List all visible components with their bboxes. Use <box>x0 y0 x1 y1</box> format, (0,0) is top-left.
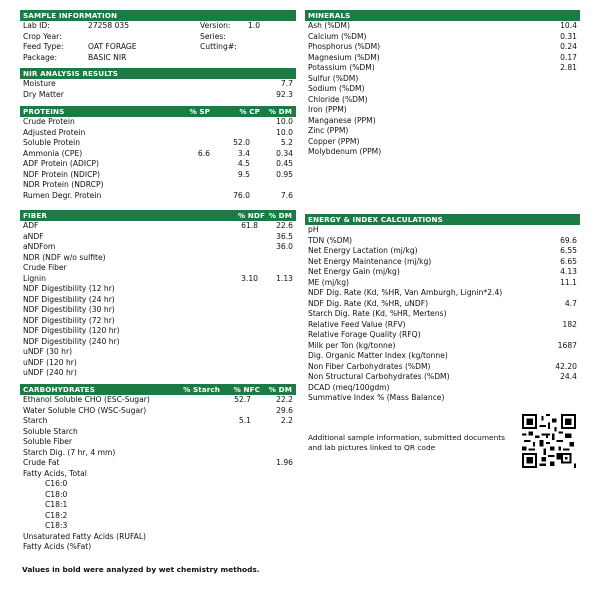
energy-value-v: 6.55 <box>560 246 577 255</box>
mineral-row <box>305 53 580 64</box>
carb-row <box>20 406 296 417</box>
col-dm: % DM <box>268 211 292 220</box>
package-label: Package: <box>23 52 58 62</box>
mineral-row <box>305 32 580 43</box>
version-value: 1.0 <box>248 21 261 30</box>
fiber-header <box>20 210 296 221</box>
fiber-label: Crude Fiber <box>23 263 67 272</box>
protein-label: Adjusted Protein <box>23 127 86 137</box>
fiber-value-c1: 3.10 <box>241 273 258 283</box>
energy-row <box>305 299 580 310</box>
carb-row <box>20 416 296 427</box>
mineral-label: Magnesium (%DM) <box>308 52 380 62</box>
protein-value-c3: 7.6 <box>280 190 293 200</box>
mineral-label: Iron (PPM) <box>308 105 347 114</box>
proteins-title: PROTEINS <box>23 107 65 116</box>
mineral-label: Chloride (%DM) <box>308 94 368 104</box>
energy-value-v: 42.20 <box>555 361 577 371</box>
lab-id-value: 27258 035 <box>88 21 130 30</box>
feed-type-row <box>20 42 296 53</box>
carb-label: Starch <box>23 416 48 425</box>
energy-label: pH <box>308 225 319 234</box>
protein-label: Crude Protein <box>23 117 75 126</box>
carb-row <box>20 395 296 406</box>
fiber-row <box>20 347 296 358</box>
energy-label: Dig. Organic Matter Index (kg/tonne) <box>308 351 448 360</box>
fiber-row <box>20 305 296 316</box>
mineral-row <box>305 74 580 85</box>
protein-label: NDR Protein (NDRCP) <box>23 180 104 189</box>
nir-value-v: 92.3 <box>276 89 293 99</box>
proteins-section <box>20 106 296 201</box>
energy-row <box>305 341 580 352</box>
carb-rows <box>20 395 296 553</box>
mineral-label: Potassium (%DM) <box>308 63 375 72</box>
col-cp: % CP <box>239 107 260 116</box>
energy-label: Non Fiber Carbohydrates (%DM) <box>308 361 431 371</box>
col-nfc: % NFC <box>233 385 260 394</box>
feed-type-value: OAT FORAGE <box>88 42 137 51</box>
energy-row <box>305 267 580 278</box>
energy-row <box>305 383 580 394</box>
fiber-row <box>20 284 296 295</box>
col-dm: % DM <box>268 385 292 394</box>
protein-value-c1: 6.6 <box>197 148 210 158</box>
mineral-row <box>305 21 580 32</box>
fiber-value-c2: 36.0 <box>276 242 293 251</box>
carb-row <box>20 479 296 490</box>
lab-id-row <box>20 21 296 32</box>
mineral-value-v: 2.81 <box>560 63 577 72</box>
version-label: Version: <box>200 21 231 30</box>
fiber-section <box>20 210 296 379</box>
mineral-label: Sulfur (%DM) <box>308 73 359 83</box>
mineral-label: Calcium (%DM) <box>308 31 367 41</box>
fiber-row <box>20 337 296 348</box>
energy-row <box>305 278 580 289</box>
energy-label: Net Energy Gain (mj/kg) <box>308 267 400 276</box>
energy-row <box>305 236 580 247</box>
energy-row <box>305 225 580 236</box>
nir-row <box>20 90 296 101</box>
fiber-title: FIBER <box>23 211 48 220</box>
protein-label: NDF Protein (NDICP) <box>23 169 100 179</box>
protein-value-c3: 10.0 <box>276 127 293 137</box>
fiber-label: Lignin <box>23 273 46 283</box>
nir-value-v: 7.7 <box>280 79 293 88</box>
protein-label: Rumen Degr. Protein <box>23 190 102 200</box>
minerals-section <box>305 10 580 158</box>
mineral-value-v: 0.31 <box>560 31 577 41</box>
mineral-row <box>305 42 580 53</box>
carb-row <box>20 542 296 553</box>
energy-label: Net Energy Maintenance (mj/kg) <box>308 256 432 266</box>
protein-row <box>20 159 296 170</box>
mineral-label: Molybdenum (PPM) <box>308 147 382 156</box>
nir-label: Dry Matter <box>23 89 64 99</box>
energy-label: DCAD (meq/100gdm) <box>308 382 390 392</box>
energy-value-v: 6.65 <box>560 256 577 266</box>
qr-code-icon[interactable] <box>522 414 576 468</box>
crop-year-label: Crop Year: <box>23 31 62 41</box>
package-row <box>20 53 296 64</box>
carb-row <box>20 521 296 532</box>
fiber-row <box>20 263 296 274</box>
carb-value-c3: 29.6 <box>276 405 293 415</box>
mineral-rows <box>305 21 580 158</box>
energy-value-v: 11.1 <box>560 277 577 287</box>
protein-value-c2: 76.0 <box>233 190 250 200</box>
mineral-value-v: 10.4 <box>560 21 577 30</box>
protein-value-c3: 5.2 <box>280 138 293 147</box>
protein-value-c3: 0.34 <box>276 148 293 158</box>
fiber-value-c1: 61.8 <box>241 221 258 230</box>
mineral-label: Manganese (PPM) <box>308 115 376 125</box>
carb-label: Soluble Starch <box>23 426 78 436</box>
carb-label: Fatty Acids (%Fat) <box>23 542 92 551</box>
energy-row <box>305 330 580 341</box>
energy-label: ME (mj/kg) <box>308 277 349 287</box>
mineral-row <box>305 116 580 127</box>
fiber-label: NDF Digestibility (30 hr) <box>23 305 115 314</box>
energy-value-v: 4.13 <box>560 267 577 276</box>
fiber-row <box>20 368 296 379</box>
nir-section <box>20 68 296 100</box>
fiber-row <box>20 253 296 264</box>
energy-rows <box>305 225 580 404</box>
protein-row <box>20 180 296 191</box>
nir-row <box>20 79 296 90</box>
carb-label: C16:0 <box>45 479 68 488</box>
mineral-row <box>305 147 580 158</box>
carb-row <box>20 427 296 438</box>
qr-note: Additional sample information, submitted documents and lab pictures linked to QR code <box>308 433 506 452</box>
mineral-value-v: 0.17 <box>560 52 577 62</box>
fiber-label: aNDFom <box>23 242 56 251</box>
energy-label: TDN (%DM) <box>308 235 353 245</box>
fiber-label: aNDF <box>23 231 44 241</box>
proteins-header <box>20 106 296 117</box>
fiber-label: NDF Digestibility (120 hr) <box>23 326 120 335</box>
energy-row <box>305 351 580 362</box>
fiber-rows <box>20 221 296 379</box>
carb-value-c2: 5.1 <box>238 416 251 425</box>
fiber-row <box>20 326 296 337</box>
fiber-label: NDF Digestibility (72 hr) <box>23 315 115 325</box>
mineral-row <box>305 95 580 106</box>
carb-row <box>20 458 296 469</box>
energy-value-v: 24.4 <box>560 372 577 381</box>
protein-row <box>20 149 296 160</box>
fiber-row <box>20 221 296 232</box>
carb-row <box>20 469 296 480</box>
carbs-title: CARBOHYDRATES <box>23 385 95 394</box>
sample-info-section <box>20 10 296 63</box>
carbs-section <box>20 384 296 553</box>
energy-row <box>305 362 580 373</box>
energy-label: NDF Dig. Rate (Kd, %HR, Van Amburgh, Lignin*2.4) <box>308 288 503 297</box>
fiber-row <box>20 274 296 285</box>
energy-label: Relative Feed Value (RFV) <box>308 319 406 329</box>
fiber-label: uNDF (30 hr) <box>23 347 73 356</box>
protein-value-c2: 3.4 <box>237 148 250 158</box>
lab-id-label: Lab ID: <box>23 21 50 30</box>
energy-value-v: 69.6 <box>560 235 577 245</box>
mineral-label: Sodium (%DM) <box>308 84 365 93</box>
fiber-label: NDR (NDF w/o sulfite) <box>23 252 106 262</box>
protein-value-c2: 4.5 <box>237 159 250 168</box>
protein-value-c3: 0.95 <box>276 169 293 179</box>
protein-row <box>20 170 296 181</box>
energy-value-v: 182 <box>562 319 577 329</box>
carb-label: Soluble Fiber <box>23 437 72 446</box>
mineral-row <box>305 105 580 116</box>
mineral-row <box>305 137 580 148</box>
mineral-row <box>305 63 580 74</box>
fiber-label: NDF Digestibility (240 hr) <box>23 336 120 346</box>
carb-label: C18:3 <box>45 521 68 530</box>
fiber-label: uNDF (120 hr) <box>23 357 77 367</box>
fiber-label: ADF <box>23 221 39 230</box>
fiber-label: uNDF (240 hr) <box>23 368 77 377</box>
carb-label: Unsaturated Fatty Acids (RUFAL) <box>23 531 147 541</box>
fiber-value-c2: 22.6 <box>276 221 293 230</box>
mineral-label: Copper (PPM) <box>308 136 360 146</box>
fiber-label: NDF Digestibility (24 hr) <box>23 294 115 304</box>
energy-value-v: 4.7 <box>564 298 577 308</box>
mineral-row <box>305 126 580 137</box>
energy-row <box>305 393 580 404</box>
energy-row <box>305 246 580 257</box>
sample-info-header: SAMPLE INFORMATION <box>20 10 296 21</box>
energy-label: Milk per Ton (kg/tonne) <box>308 340 396 350</box>
fiber-row <box>20 316 296 327</box>
protein-value-c3: 0.45 <box>276 159 293 168</box>
fiber-row <box>20 358 296 369</box>
fiber-value-c2: 36.5 <box>276 231 293 241</box>
carb-value-c3: 1.96 <box>276 458 293 467</box>
mineral-label: Zinc (PPM) <box>308 126 349 135</box>
carb-row <box>20 511 296 522</box>
carb-label: C18:2 <box>45 510 68 520</box>
col-sp: % SP <box>189 107 210 116</box>
energy-label: Relative Forage Quality (RFQ) <box>308 330 421 339</box>
fiber-row <box>20 295 296 306</box>
carb-row <box>20 500 296 511</box>
carb-label: C18:0 <box>45 489 68 499</box>
series-label: Series: <box>200 31 226 41</box>
protein-value-c3: 10.0 <box>276 117 293 126</box>
energy-label: Summative Index % (Mass Balance) <box>308 393 445 402</box>
carb-value-c3: 2.2 <box>280 416 293 425</box>
energy-row <box>305 257 580 268</box>
carbs-header <box>20 384 296 395</box>
mineral-value-v: 0.24 <box>560 42 577 51</box>
nir-label: Moisture <box>23 79 56 88</box>
carb-value-c2: 52.7 <box>234 395 251 404</box>
carb-row <box>20 532 296 543</box>
crop-year-row <box>20 32 296 43</box>
protein-rows <box>20 117 296 201</box>
protein-row <box>20 191 296 202</box>
cutting-label: Cutting#: <box>200 42 237 51</box>
energy-row <box>305 288 580 299</box>
carb-row <box>20 448 296 459</box>
protein-row <box>20 138 296 149</box>
carb-label: Starch Dig. (7 hr, 4 mm) <box>23 447 116 457</box>
energy-row <box>305 372 580 383</box>
carb-label: Ethanol Soluble CHO (ESC-Sugar) <box>23 395 150 404</box>
energy-row <box>305 309 580 320</box>
energy-header: ENERGY & INDEX CALCULATIONS <box>305 214 580 225</box>
mineral-label: Ash (%DM) <box>308 21 350 30</box>
feed-type-label: Feed Type: <box>23 42 64 51</box>
fiber-row <box>20 242 296 253</box>
protein-value-c2: 9.5 <box>237 169 250 179</box>
energy-label: NDF Dig. Rate (Kd, %HR, uNDF) <box>308 298 429 308</box>
carb-value-c3: 22.2 <box>276 395 293 404</box>
fiber-label: NDF Digestibility (12 hr) <box>23 284 115 293</box>
nir-header: NIR ANALYSIS RESULTS <box>20 68 296 79</box>
carb-label: C18:1 <box>45 500 68 509</box>
col-dm: % DM <box>268 107 292 116</box>
col-ndf: % NDF <box>237 211 265 220</box>
fiber-value-c2: 1.13 <box>276 273 293 283</box>
footer-note: Values in bold were analyzed by wet chemistry methods. <box>22 565 260 574</box>
protein-label: Soluble Protein <box>23 138 81 147</box>
col-starch: % Starch <box>183 385 220 394</box>
energy-label: Net Energy Lactation (mj/kg) <box>308 246 418 255</box>
energy-section <box>305 214 580 404</box>
carb-label: Crude Fat <box>23 458 60 467</box>
package-value: BASIC NIR <box>88 52 127 62</box>
protein-label: Ammonia (CPE) <box>23 148 83 158</box>
energy-label: Non Structural Carbohydrates (%DM) <box>308 372 450 381</box>
protein-value-c2: 52.0 <box>233 138 250 147</box>
nir-rows <box>20 79 296 100</box>
carb-label: Water Soluble CHO (WSC-Sugar) <box>23 405 147 415</box>
fiber-row <box>20 232 296 243</box>
protein-row <box>20 128 296 139</box>
energy-label: Starch Dig. Rate (Kd, %HR, Mertens) <box>308 309 447 318</box>
energy-row <box>305 320 580 331</box>
minerals-header: MINERALS <box>305 10 580 21</box>
protein-label: ADF Protein (ADICP) <box>23 159 99 168</box>
mineral-label: Phosphorus (%DM) <box>308 42 381 51</box>
protein-row <box>20 117 296 128</box>
carb-row <box>20 490 296 501</box>
energy-value-v: 1687 <box>557 340 577 350</box>
carb-row <box>20 437 296 448</box>
mineral-row <box>305 84 580 95</box>
carb-label: Fatty Acids, Total <box>23 468 87 478</box>
